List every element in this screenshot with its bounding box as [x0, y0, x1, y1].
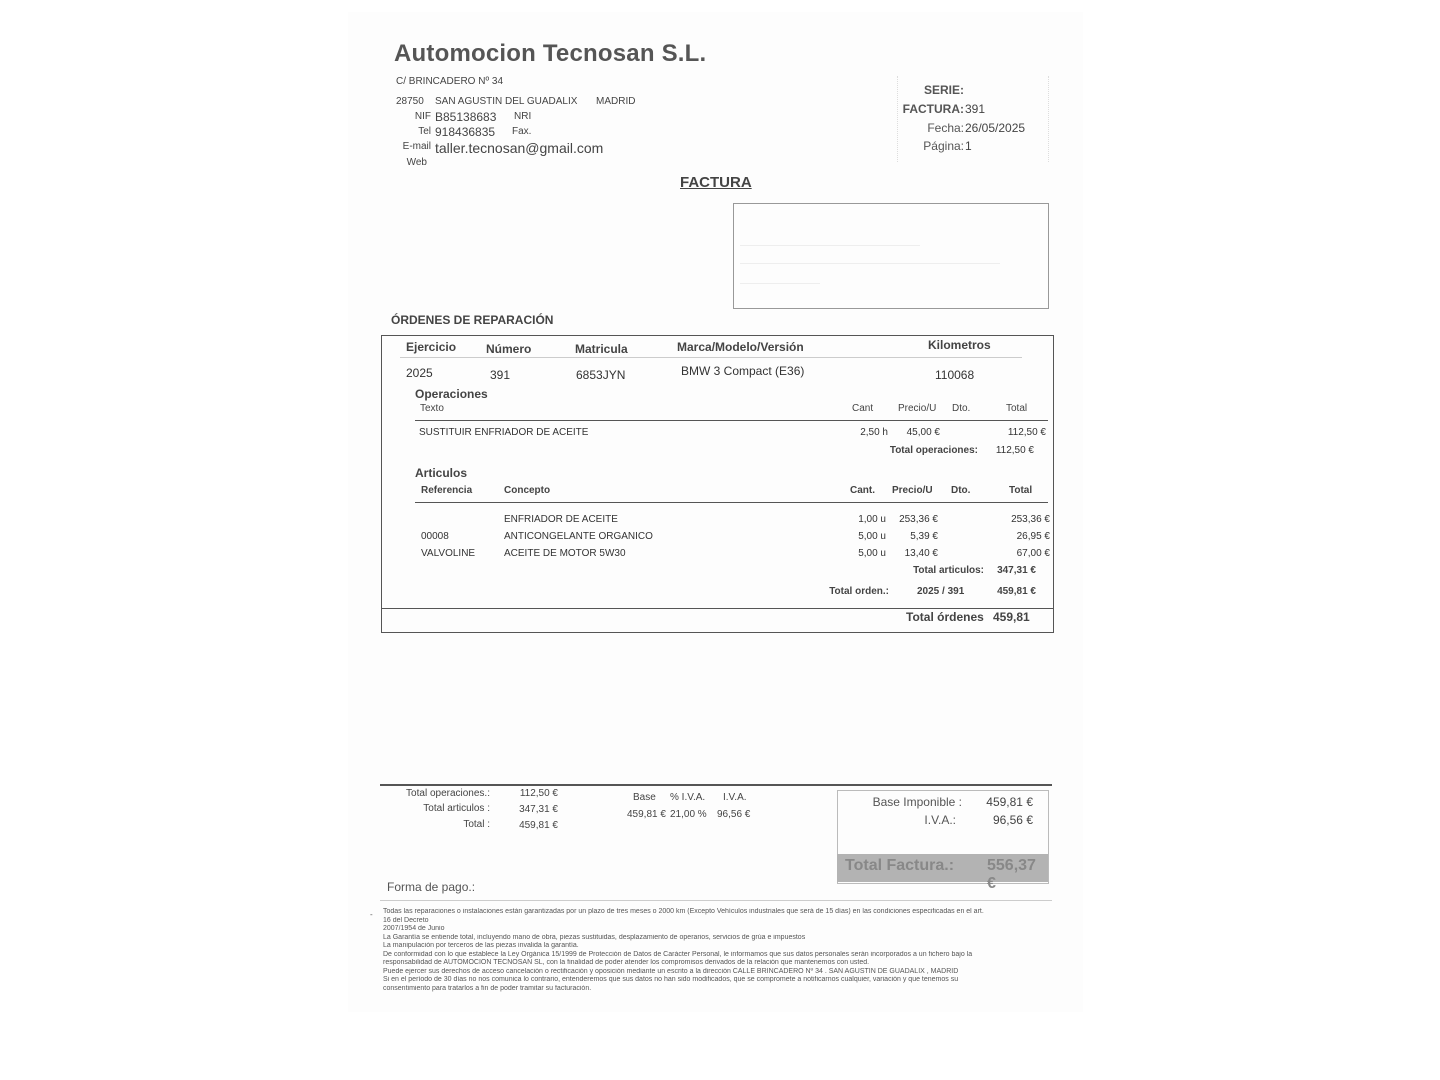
- legal-line: 2007/1954 de Junio: [383, 925, 445, 932]
- legal-line: De conformidad con lo que establece la Ley Orgánica 15/1999 de Protección de Datos de Carácter Personal, le informamos que sus datos personales serán incorporados a un fichero bajo la: [383, 950, 973, 958]
- summary-tot-oper-label: Total operaciones.:: [406, 788, 490, 799]
- company-city: SAN AGUSTIN DEL GUADALIX: [435, 96, 578, 107]
- art-row-total: 26,95 €: [1016, 531, 1050, 542]
- document-title: FACTURA: [680, 174, 752, 191]
- art-header-ref: Referencia: [421, 485, 473, 496]
- total-ordenes-value: 459,81: [993, 610, 1030, 624]
- op-row-total: 112,50 €: [1007, 427, 1046, 438]
- op-row-cant: 2,50 h: [860, 427, 888, 438]
- company-name: Automocion Tecnosan S.L.: [394, 40, 707, 67]
- art-row-concepto: ENFRIADOR DE ACEITE: [504, 514, 618, 525]
- value-marca: BMW 3 Compact (E36): [681, 364, 805, 378]
- iva-header-iva: I.V.A.: [723, 792, 747, 803]
- art-header-cant: Cant.: [850, 485, 875, 496]
- company-tel: 918436835: [435, 125, 496, 139]
- serie-label: SERIE:: [923, 83, 964, 97]
- forma-pago-label: Forma de pago.:: [387, 880, 476, 894]
- art-row-total: 67,00 €: [1016, 548, 1050, 559]
- total-factura-value: 556,37 €: [987, 857, 1036, 892]
- art-row-cant: 1,00 u: [858, 514, 886, 525]
- value-kilometros: 110068: [935, 368, 975, 382]
- total-orden-label: Total orden.:: [829, 586, 889, 597]
- company-email: taller.tecnosan@gmail.com: [435, 140, 604, 156]
- summary-tot-art-label: Total articulos :: [423, 803, 490, 814]
- art-row-ref: 00008: [421, 531, 449, 542]
- total-factura-bar: [837, 854, 1048, 892]
- summary-total-label: Total :: [463, 819, 490, 830]
- op-total-value: 112,50 €: [995, 445, 1034, 456]
- total-ordenes-label: Total órdenes: [906, 610, 984, 624]
- value-numero: 391: [490, 368, 511, 382]
- iva-base-value: 459,81 €: [627, 809, 666, 820]
- client-line: [740, 283, 820, 284]
- legal-line: Todas las reparaciones o instalaciones están garantizadas por un plazo de tres meses o 2000 km (Excepto Vehículos industriales que será de 15 días) en las condiciones especificadas en el art.: [383, 908, 984, 915]
- header-ejercicio: Ejercicio: [406, 340, 457, 354]
- header-divider: [400, 357, 1022, 358]
- orders-title: ÓRDENES DE REPARACIÓN: [391, 313, 554, 327]
- total-orden-ref: 2025 / 391: [917, 586, 965, 597]
- art-row-concepto: ANTICONGELANTE ORGANICO: [504, 531, 653, 542]
- art-row-precio: 253,36 €: [899, 514, 938, 525]
- factura-number: 391: [965, 102, 986, 116]
- iva-percent-value: 21,00 %: [670, 809, 707, 820]
- summary-tot-art: 347,31 €: [519, 804, 558, 815]
- factura-label: FACTURA:: [902, 102, 964, 116]
- legal-line: La Garantía se entiende total, incluyendo mano de obra, piezas sustituidas, desplazamiento de operarios, servicios de grúa e impuestos: [383, 933, 806, 941]
- base-imponible-value: 459,81 €: [986, 795, 1033, 809]
- email-label: E-mail: [402, 141, 431, 152]
- pagina-label: Página:: [923, 139, 964, 153]
- pagina-value: 1: [965, 139, 972, 153]
- footer-divider: [380, 900, 1052, 901]
- header-numero: Número: [486, 342, 532, 356]
- art-row-precio: 5,39 €: [910, 531, 938, 542]
- summary-total: 459,81 €: [519, 820, 558, 831]
- iva-header-base: Base: [633, 792, 656, 803]
- art-total-label: Total articulos:: [913, 565, 984, 576]
- client-line: [740, 245, 920, 246]
- header-kilometros: Kilometros: [928, 338, 991, 352]
- articulos-title: Articulos: [415, 466, 468, 480]
- art-header-precio: Precio/U: [892, 485, 933, 496]
- company-address: C/ BRINCADERO Nº 34: [396, 76, 504, 87]
- nif-label: NIF: [414, 111, 431, 122]
- client-line: [740, 263, 1000, 264]
- tel-label: Tel: [418, 126, 431, 137]
- fax-label: Fax.: [512, 126, 532, 137]
- op-header-precio: Precio/U: [898, 403, 937, 414]
- total-factura-label: Total Factura.:: [845, 857, 955, 874]
- value-matricula: 6853JYN: [576, 368, 626, 382]
- fecha-value: 26/05/2025: [965, 121, 1026, 135]
- op-header-cant: Cant: [852, 403, 874, 414]
- iva-amount-value: 96,56 €: [717, 809, 751, 820]
- legal-line: Si en el período de 30 días no nos comunica lo contrario, entenderemos que sus datos no han sido modificados, que se compromete a notificarnos cualquier, variación y que tenemos su: [383, 976, 959, 983]
- art-header-total: Total: [1009, 485, 1033, 496]
- art-row-cant: 5,00 u: [858, 531, 886, 542]
- client-box: [733, 203, 1049, 309]
- nri-label: NRI: [514, 111, 532, 122]
- op-total-label: Total operaciones:: [889, 445, 978, 456]
- art-row-total: 253,36 €: [1011, 514, 1050, 525]
- value-ejercicio: 2025: [406, 366, 433, 380]
- operaciones-title: Operaciones: [415, 387, 488, 401]
- total-orden-value: 459,81 €: [997, 586, 1036, 597]
- fecha-label: Fecha:: [927, 121, 964, 135]
- art-row-concepto: ACEITE DE MOTOR 5W30: [504, 548, 626, 559]
- iva-label: I.V.A.:: [924, 813, 956, 827]
- summary-divider: [380, 784, 1052, 786]
- legal-line: La manipulación por terceros de las piezas invalida la garantía.: [383, 942, 579, 949]
- art-total-value: 347,31 €: [997, 565, 1036, 576]
- summary-tot-oper: 112,50 €: [519, 788, 558, 799]
- op-header-dto: Dto.: [952, 403, 971, 414]
- legal-line: responsabilidad de AUTOMOCION TECNOSAN SL, con la finalidad de poder atender los compromisos derivados de la relación que mantenemos con usted.: [383, 959, 870, 966]
- art-header-concepto: Concepto: [504, 485, 551, 496]
- art-row-cant: 5,00 u: [858, 548, 886, 559]
- iva-value: 96,56 €: [992, 813, 1033, 827]
- op-row-texto: SUSTITUIR ENFRIADOR DE ACEITE: [419, 427, 589, 438]
- articulos-divider: [415, 502, 1048, 503]
- legal-line: consentimiento para tratarlos a fin de poder tramitar su facturación.: [383, 984, 592, 992]
- company-nif: B85138683: [435, 110, 497, 124]
- art-header-dto: Dto.: [951, 485, 971, 496]
- company-province: MADRID: [596, 96, 636, 107]
- legal-line: 16 del Decreto: [383, 916, 429, 924]
- iva-header-percent: % I.V.A.: [670, 792, 706, 803]
- art-row-ref: VALVOLINE: [421, 548, 476, 559]
- web-label: Web: [406, 157, 427, 168]
- legal-line: Puede ejercer sus derechos de acceso cancelación o rectificación y oposición mediante un escrito a la dirección CALLE BRINCADERO Nº 34 . SAN AGUSTIN DE GUADALIX , MADRID: [383, 967, 959, 975]
- op-row-precio: 45,00 €: [906, 427, 940, 438]
- legal-text: [383, 908, 1043, 993]
- company-postal-code: 28750: [396, 96, 424, 107]
- art-row-precio: 13,40 €: [904, 548, 938, 559]
- base-imponible-label: Base Imponible :: [872, 795, 962, 809]
- op-header-total: Total: [1006, 403, 1028, 414]
- header-matricula: Matricula: [575, 342, 628, 356]
- bullet-marker: -: [370, 910, 373, 919]
- op-header-texto: Texto: [420, 403, 444, 414]
- operaciones-divider: [415, 420, 1048, 421]
- header-marca: Marca/Modelo/Versión: [677, 340, 804, 354]
